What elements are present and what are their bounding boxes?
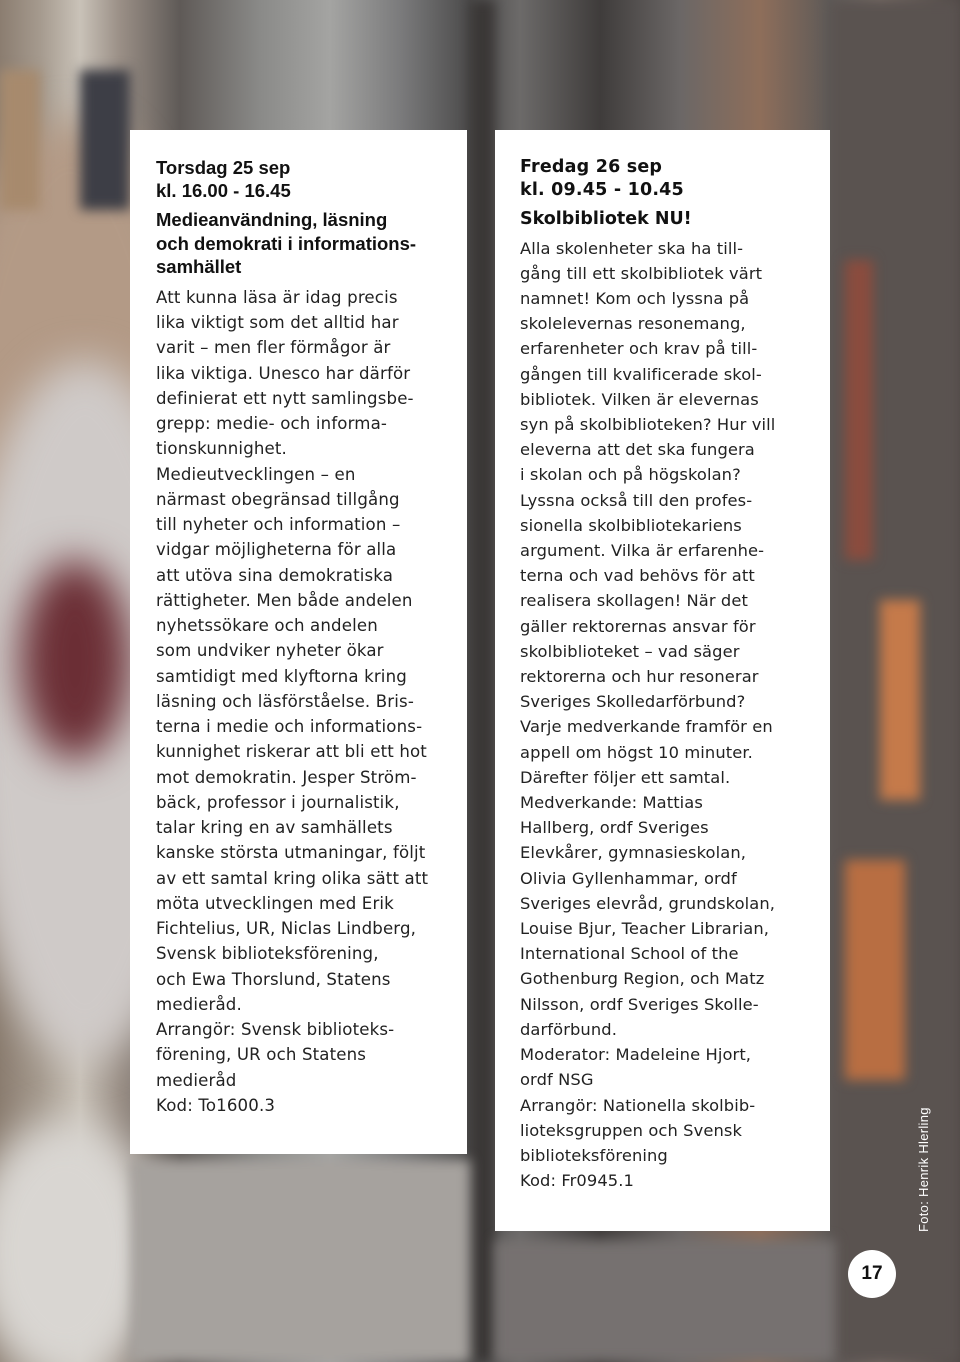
event-day: Torsdag 25 sep — [156, 157, 291, 178]
event-day: Fredag 26 sep — [520, 157, 663, 177]
page-number: 17 — [848, 1250, 896, 1298]
event-card-thursday — [130, 130, 467, 1154]
event-description: Alla skolenheter ska ha till- gång till ett skolbibliotek värt namnet! Kom och lyssna på skolelevernas resonemang, erfarenheter och krav på till- gången till kvalificerade skol- bibliotek. Vilken är elevernas syn på skolbiblioteken? Hur vill eleverna att det ska fungera i skolan och på högskolan? Lyssna också till den profes- sionella skolbibliotekariens argument. Vilka är erfarenhe- terna och vad behövs för att realisera skollagen! När det gäller rektorernas ansvar för skolbiblioteket – vad säger rektorerna och hur resonerar Sveriges Skolledarförbund? Varje medverkande framför en appell om högst 10 minuter. Därefter följer ett samtal. Medverkande: Mattias Hallberg, ordf Sveriges Elevkårer, gymnasieskolan, Olivia Gyllenhammar, ordf Sveriges elevråd, grundskolan, Louise Bjur, Teacher Librarian, International School of the Gothenburg Region, och Matz Nilsson, ordf Sveriges Skolle- darförbund. Moderator: Madeleine Hjort, ordf NSG Arrangör: Nationella skolbib- lioteksgruppen och Svensk biblioteksförening Kod: Fr0945.1 — [520, 238, 776, 1191]
event-description: Att kunna läsa är idag precis lika viktigt som det alltid har varit – men fler förmågor är lika viktiga. Unesco har därför definierat ett nytt samlingsbe- grepp: medie- och informa- tionskunnighet. Medieutvecklingen – en närmast obegränsad tillgång till nyheter och information – vidgar möjligheterna för alla att utöva sina demokratiska rättigheter. Men både andelen nyhetssökare och andelen som undviker nyheter ökar samtidigt med klyftorna kring läsning och läsförståelse. Bris- terna i medie och informations- kunnighet riskerar att bli ett hot mot demokratin. Jesper Ström- bäck, professor i journalistik, talar kring en av samhällets kanske största utmaningar, följt av ett samtal kring olika sätt att möta utvecklingen med Erik Fichtelius, UR, Niclas Lindberg, Svensk biblioteksförening, och Ewa Thorslund, Statens medieråd. Arrangör: Svensk biblioteks- förening, UR och Statens medieråd Kod: To1600.3 — [156, 287, 429, 1115]
event-title: Medieanvändning, läsning och demokrati i informations- samhället — [156, 209, 417, 278]
event-time: kl. 16.00 - 16.45 — [156, 180, 291, 201]
event-time: kl. 09.45 - 10.45 — [520, 180, 684, 200]
event-card-friday — [495, 130, 830, 1231]
photo-credit: Foto: Henrik Hlerling — [916, 1107, 931, 1232]
event-title: Skolbibliotek NU! — [520, 209, 692, 229]
